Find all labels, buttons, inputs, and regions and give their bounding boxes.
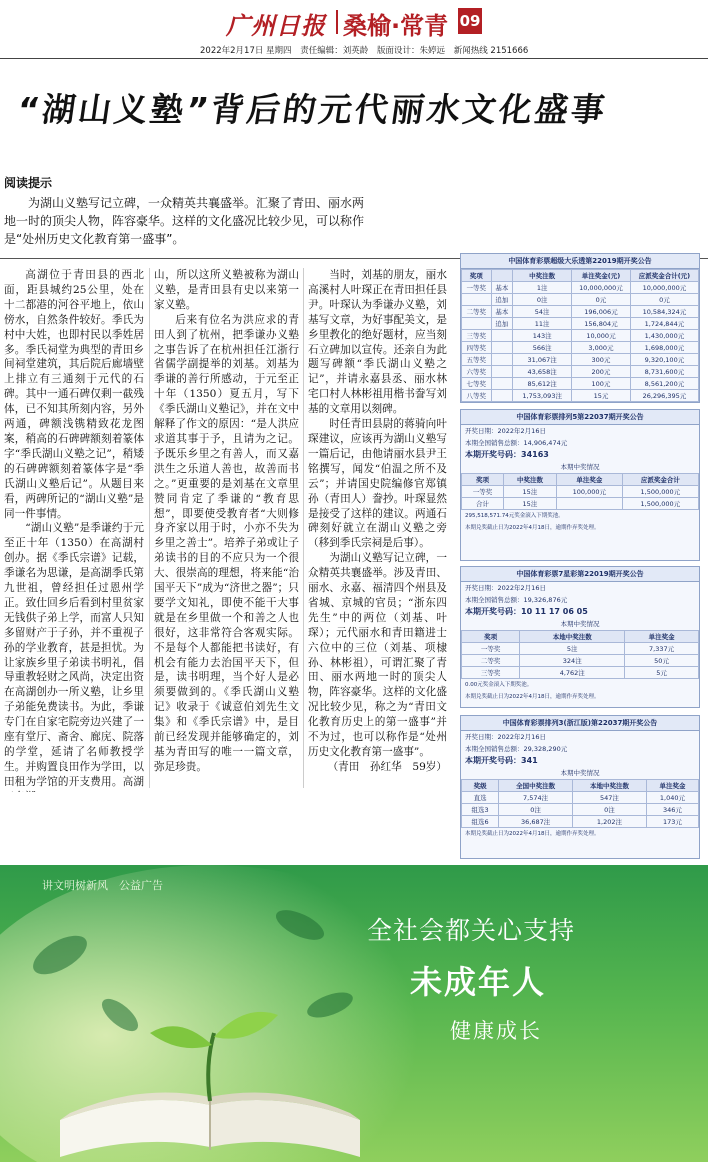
table-cell: 10,000,000元 bbox=[572, 282, 631, 294]
table-cell: 9,320,100元 bbox=[630, 354, 698, 366]
table-cell: 8,561,200元 bbox=[630, 378, 698, 390]
table-header-row bbox=[462, 631, 699, 643]
table-cell: 基本 bbox=[491, 306, 513, 318]
table-row bbox=[462, 498, 699, 510]
table-cell: 15注 bbox=[503, 486, 556, 498]
book-sprout-illustration bbox=[0, 865, 708, 1162]
notice-footnote: 本期兑奖截止日为2022年4月18日，逾期作弃奖处理。 bbox=[465, 831, 600, 837]
table-row bbox=[462, 792, 699, 804]
table-cell: 二等奖 bbox=[462, 306, 492, 318]
table-cell: 566注 bbox=[513, 342, 572, 354]
notice-title: 中国体育彩票7星彩第22019期开奖公告 bbox=[461, 567, 699, 582]
table-cell: 1,040元 bbox=[646, 792, 698, 804]
table-header: 奖项 bbox=[462, 474, 504, 486]
table-header: 中奖注数 bbox=[503, 474, 556, 486]
table-cell: 0注 bbox=[513, 294, 572, 306]
table-cell: 15注 bbox=[503, 498, 556, 510]
notice-footnote: 0.00元奖金滚入下期奖池。 bbox=[465, 682, 533, 688]
table-cell: 1,698,000元 bbox=[630, 342, 698, 354]
article-column-2 bbox=[154, 268, 299, 792]
section-label: 本期中奖情况 bbox=[560, 769, 600, 777]
section-label: 本期中奖情况 bbox=[560, 463, 600, 471]
issue-info bbox=[200, 44, 534, 56]
paragraph: “湖山义塾”是季谦约于元至正十年（1350）在高湖村创办。据《季氏宗谱》记载，季谦名为思谦，是高湖季氏第九世祖，曾经担任过恩州学正。致仕回乡后看到村里贫家无钱供子弟上学，而富人只知多留财产于子孙，并不重视子孙的学业教育，甚是担忧。为让家族乡里子弟读书明礼，倡导重教轻财之风尚，决定出资在高湖创办一所义塾，让乡里子弟能免费读书。为此，季谦专门在自家宅院旁边兴建了一座有堂厅、斋舍、廊庑、院落的学堂，延请了名师教授学生。并购置良田作为学田，以田租为学馆的开支费用。高湖 bbox=[4, 522, 144, 788]
prize-table bbox=[461, 269, 699, 403]
ad-slogan-line-2: 未成年人 bbox=[410, 963, 547, 1001]
table-cell: 组选3 bbox=[462, 804, 499, 816]
newspaper-logo: 广州日报 bbox=[226, 11, 326, 40]
notice-title: 中国体育彩票超级大乐透第22019期开奖公告 bbox=[461, 254, 699, 269]
table-cell: 10,000元 bbox=[572, 330, 631, 342]
table-row bbox=[462, 667, 699, 679]
table-cell: 200元 bbox=[572, 366, 631, 378]
notice-footnote: 本期兑奖截止日为2022年4月18日，逾期作弃奖处理。 bbox=[465, 525, 600, 531]
table-cell: 七等奖 bbox=[462, 378, 492, 390]
article-column-3 bbox=[308, 268, 447, 792]
table-row bbox=[462, 306, 699, 318]
table-header: 本地中奖注数 bbox=[520, 631, 625, 643]
table-cell: 10,000,000元 bbox=[630, 282, 698, 294]
masthead bbox=[0, 0, 708, 60]
table-row bbox=[462, 330, 699, 342]
table-cell: 1,202注 bbox=[573, 816, 647, 828]
ad-slogan-line-3: 健康成长 bbox=[450, 1019, 542, 1043]
table-cell: 15元 bbox=[572, 390, 631, 402]
table-cell: 3,000元 bbox=[572, 342, 631, 354]
table-cell bbox=[572, 402, 631, 404]
table-header: 单注奖金 bbox=[556, 474, 622, 486]
table-header: 中奖注数 bbox=[513, 270, 572, 282]
table-row bbox=[462, 294, 699, 306]
table-cell: 0注 bbox=[499, 804, 573, 816]
table-row bbox=[462, 282, 699, 294]
table-cell: 1,500,000元 bbox=[622, 498, 698, 510]
table-cell: 直选 bbox=[462, 792, 499, 804]
table-cell bbox=[491, 366, 513, 378]
notice-title: 中国体育彩票排列5第22037期开奖公告 bbox=[461, 410, 699, 425]
table-cell: 7,574注 bbox=[499, 792, 573, 804]
table-cell: 36,687注 bbox=[499, 816, 573, 828]
table-cell: 54注 bbox=[513, 306, 572, 318]
table-cell: 4,762注 bbox=[520, 667, 625, 679]
masthead-divider bbox=[336, 10, 338, 34]
table-row bbox=[462, 366, 699, 378]
article-headline: “湖山义塾”背后的元代丽水文化盛事 bbox=[14, 90, 610, 129]
table-cell: 三等奖 bbox=[462, 667, 520, 679]
table-cell: 六等奖 bbox=[462, 366, 492, 378]
table-row bbox=[462, 378, 699, 390]
table-cell: 8,731,600元 bbox=[630, 366, 698, 378]
editor-credit: 责任编辑：刘英龄 bbox=[300, 46, 369, 56]
issue-date: 2022年2月17日 星期四 bbox=[200, 46, 292, 56]
table-row bbox=[462, 816, 699, 828]
table-header: 单注奖金 bbox=[646, 780, 698, 792]
author-byline: （青田 孙红华 59岁） bbox=[327, 760, 447, 773]
table-cell: 组选6 bbox=[462, 816, 499, 828]
table-cell: 1,430,000元 bbox=[630, 330, 698, 342]
column-divider bbox=[303, 268, 304, 788]
table-cell: 四等奖 bbox=[462, 342, 492, 354]
table-cell: 1注 bbox=[513, 282, 572, 294]
table-cell: 547注 bbox=[573, 792, 647, 804]
column-divider bbox=[149, 268, 150, 788]
table-cell: 85,612注 bbox=[513, 378, 572, 390]
table-cell: 0注 bbox=[573, 804, 647, 816]
notice-footnote: 295,518,571.74元奖金滚入下期奖池。 bbox=[465, 513, 564, 519]
paragraph: 高湖位于青田县的西北面，距县城约25公里，处在十二都港的河谷平地上，依山傍水，自然条件较好。季氏为村中大姓，也即村民以季姓居多。季氏祠堂为典型的青田乡间祠堂建筑，其后院后廊墙壁上排立有三通刻于元代的石碑。其中一通石碑仅剩一截残体，已不知其所刻内容，另外两通，碑额浅镌精致花龙图案，稍高的石碑碑额刻着篆体字“季氏湖山义塾之记”，稍矮的石碑碑额刻着篆体字是“季氏湖山义塾后记”。从题目来看，两碑所记的“湖山义塾”是同一件事情。 bbox=[4, 269, 144, 520]
ad-slogan-line-1: 全社会都关心支持 bbox=[367, 916, 576, 945]
table-cell bbox=[491, 354, 513, 366]
table-cell bbox=[491, 378, 513, 390]
table-cell: 324注 bbox=[520, 655, 625, 667]
table-header-row bbox=[462, 474, 699, 486]
table-row bbox=[462, 486, 699, 498]
draw-date: 开奖日期：2022年2月16日 bbox=[465, 427, 546, 435]
table-cell: 50元 bbox=[625, 655, 699, 667]
lead-title: 阅读提示 bbox=[4, 176, 53, 190]
table-cell bbox=[491, 402, 513, 404]
table-cell: 八等奖 bbox=[462, 390, 492, 402]
table-header: 奖级 bbox=[462, 780, 499, 792]
table-cell: 二等奖 bbox=[462, 655, 520, 667]
table-cell bbox=[513, 402, 572, 404]
notice-footnote: 本期兑奖截止日为2022年4月18日，逾期作弃奖处理。 bbox=[465, 694, 600, 700]
table-header: 本地中奖注数 bbox=[573, 780, 647, 792]
paragraph: 当时，刘基的朋友，丽水高溪村人叶琛正在青田担任县尹。叶琛认为季谦办义塾，刘基写文章，为好事配美文，是乡里教化的绝好题材，应当刻石立碑加以宣传。还亲自为此题写碑额“季氏湖山义塾之记”，并请永嘉县丞、丽水林宅口村人林彬祖用楷书誊写刘基的文章用以刻碑。 bbox=[308, 269, 447, 416]
table-cell: 100元 bbox=[572, 378, 631, 390]
sales-total: 本期全国销售总额：19,326,876元 bbox=[465, 596, 568, 604]
table-cell: 31,067注 bbox=[513, 354, 572, 366]
table-row bbox=[462, 804, 699, 816]
table-cell: 300元 bbox=[572, 354, 631, 366]
table-cell: 156,804元 bbox=[572, 318, 631, 330]
table-row bbox=[462, 643, 699, 655]
table-cell: 基本 bbox=[491, 282, 513, 294]
table-cell: 三等奖 bbox=[462, 330, 492, 342]
table-header-row bbox=[462, 780, 699, 792]
table-header: 应派奖金合计 bbox=[622, 474, 698, 486]
article-column-1 bbox=[4, 268, 144, 792]
table-cell: 5注 bbox=[520, 643, 625, 655]
prize-table bbox=[461, 779, 699, 828]
table-cell: 143注 bbox=[513, 330, 572, 342]
table-header: 单注奖金(元) bbox=[572, 270, 631, 282]
sales-total: 本期全国销售总额：14,906,474元 bbox=[465, 439, 568, 447]
designer-credit: 版面设计：朱婷远 bbox=[376, 46, 445, 56]
section-title: 桑榆·常青 bbox=[343, 12, 449, 40]
masthead-rule bbox=[0, 58, 708, 59]
draw-date: 开奖日期：2022年2月16日 bbox=[465, 733, 546, 741]
section-label: 本期中奖情况 bbox=[560, 620, 600, 628]
table-header: 奖项 bbox=[462, 631, 520, 643]
table-cell bbox=[491, 330, 513, 342]
table-cell: 26,296,395元 bbox=[630, 390, 698, 402]
prize-table bbox=[461, 473, 699, 510]
table-header-row bbox=[462, 270, 699, 282]
table-cell: 追加 bbox=[491, 294, 513, 306]
table-cell: 196,006元 bbox=[572, 306, 631, 318]
table-cell: 合计 bbox=[462, 498, 504, 510]
lottery-notice-7star bbox=[460, 566, 700, 708]
table-header: 应派奖金合计(元) bbox=[630, 270, 698, 282]
table-cell bbox=[556, 498, 622, 510]
winning-numbers: 本期开奖号码：10 11 17 06 05 bbox=[465, 607, 588, 616]
news-hotline: 新闻热线 2151666 bbox=[453, 46, 529, 56]
table-cell: 一等奖 bbox=[462, 643, 520, 655]
table-cell: 0元 bbox=[572, 294, 631, 306]
table-row bbox=[462, 342, 699, 354]
paragraph: 后来有位名为洪应求的青田人到了杭州，把季谦办义塾之事告诉了在杭州担任江浙行省儒学副提举的刘基。刘基为季谦的善行所感动，于元至正十年（1350）夏五月，写下《季氏湖山义塾记》，并在文中解释了作文的原因：“是人洪应求道其事于予，且请为之记。予既乐乡里之有善人，而又嘉洪生之乐道人善也，故善而书之。”更重要的是刘基在文章里赞同肯定了季谦的“教育思想”，即要使受教育者“大则修身齐家以用于时，小亦不失为乡里之善士”。培养子弟或让子弟读书的目的不应只为一个很大、很崇高的理想，将来能“治国平天下”成为“济世之器”；只要学文知礼，即使不能干大事就是在乡里做一个和善之人也很好，这非常符合客观实际。不是每个人都能把书读好，有机会有能力去治国平天下，但是，读书明理，当个好人是必须要做到的。《季氏湖山义塾记》收录于《诚意伯刘先生文集》和《季氏宗谱》中，是目前已经发现并能够确定的，刘基为青田写的唯一一篇文章，弥足珍贵。 bbox=[154, 313, 299, 773]
table-row bbox=[462, 655, 699, 667]
page-number-badge: 09 bbox=[458, 8, 482, 34]
table-cell: 100,000元 bbox=[556, 486, 622, 498]
table-header: 单注奖金 bbox=[625, 631, 699, 643]
paragraph: 为湖山义塾写记立碑，一众精英共襄盛举。涉及青田、丽水、永嘉、福清四个州县及省城、京城的官员；“浙东四先生”中的两位（刘基、叶琛）；元代丽水和青田籍进士六位中的三位（刘基、项棣孙、林彬祖），可谓汇聚了青田、丽水两地一时的顶尖人物，阵容豪华。这样的文化盛况比较少见，称之为“青田文化教育历史上的第一盛事”并不为过，也可以称作是“处州历史文化教育第一盛事”。 bbox=[308, 552, 447, 758]
table-cell: 10,584,324元 bbox=[630, 306, 698, 318]
sales-total: 本期全国销售总额：29,328,290元 bbox=[465, 745, 568, 753]
lead-text: 为湖山义塾写记立碑，一众精英共襄盛举。汇聚了青田、丽水两地一时的顶尖人物，阵容豪华。这样的文化盛况比较少见，可以称作是“处州历史文化教育第一盛事”。 bbox=[4, 196, 365, 246]
table-row bbox=[462, 318, 699, 330]
notice-title: 中国体育彩票排列3(浙江版)第22037期开奖公告 bbox=[461, 716, 699, 731]
table-cell: 1,724,844元 bbox=[630, 318, 698, 330]
table-cell: 7,337元 bbox=[625, 643, 699, 655]
table-cell: 一等奖 bbox=[462, 486, 504, 498]
ad-kicker: 讲文明树新风 公益广告 bbox=[42, 879, 163, 892]
lottery-notice-pl5 bbox=[460, 409, 700, 561]
table-cell: 1,753,093注 bbox=[513, 390, 572, 402]
table-row bbox=[462, 402, 699, 404]
table-cell: 追加 bbox=[491, 318, 513, 330]
lottery-notice-dlt bbox=[460, 253, 700, 403]
table-cell: 0元 bbox=[630, 294, 698, 306]
table-row bbox=[462, 354, 699, 366]
paragraph: 时任青田县尉的蒋骑向叶琛建议，应该再为湖山义塾写一篇后记，由他请丽水县尹王铭撰写，闻发“伯温之所不及云”；并请国史院编修官郑镇孙（青田人）誊抄。叶琛显然是接受了这样的建议。两通石碑刻好就立在湖山义塾之旁（移到季氏宗祠是后事）。 bbox=[308, 418, 447, 550]
table-cell bbox=[462, 294, 492, 306]
lottery-notice-pl3 bbox=[460, 715, 700, 859]
table-row bbox=[462, 390, 699, 402]
table-cell: 1,500,000元 bbox=[622, 486, 698, 498]
paragraph: 山，所以这所义塾被称为湖山义塾，是青田县有史以来第一家义塾。 bbox=[154, 269, 299, 311]
table-cell: 一等奖 bbox=[462, 282, 492, 294]
table-cell bbox=[630, 402, 698, 404]
table-cell bbox=[462, 318, 492, 330]
table-header bbox=[491, 270, 513, 282]
table-cell: 346元 bbox=[646, 804, 698, 816]
table-cell: 五等奖 bbox=[462, 354, 492, 366]
winning-numbers: 本期开奖号码：34163 bbox=[465, 450, 549, 459]
prize-table bbox=[461, 630, 699, 679]
winning-numbers: 本期开奖号码：341 bbox=[465, 756, 538, 765]
table-cell bbox=[491, 342, 513, 354]
table-header: 全国中奖注数 bbox=[499, 780, 573, 792]
draw-date: 开奖日期：2022年2月16日 bbox=[465, 584, 546, 592]
table-cell: 11注 bbox=[513, 318, 572, 330]
table-cell: 5元 bbox=[625, 667, 699, 679]
table-cell: 43,658注 bbox=[513, 366, 572, 378]
table-cell bbox=[462, 402, 492, 404]
table-cell bbox=[491, 390, 513, 402]
table-header: 奖项 bbox=[462, 270, 492, 282]
table-cell: 173元 bbox=[646, 816, 698, 828]
public-service-ad bbox=[0, 865, 708, 1162]
